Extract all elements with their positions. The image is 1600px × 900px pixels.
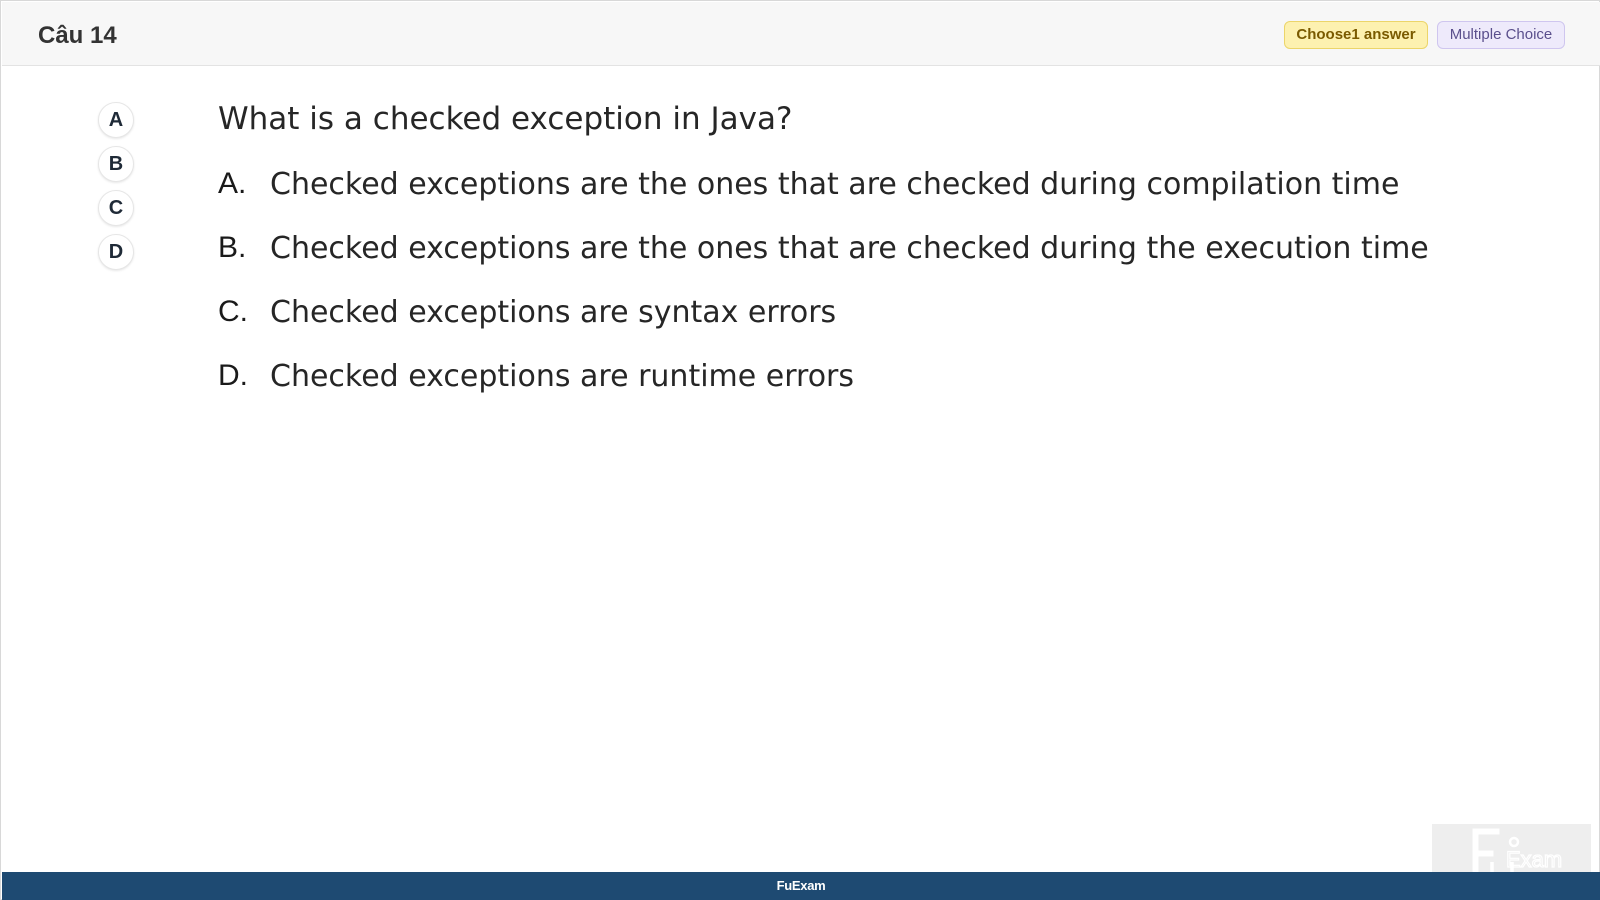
answer-text: Checked exceptions are runtime errors [270,359,855,394]
app-footer-bar [2,872,1600,900]
svg-text:Exam: Exam [1506,847,1563,872]
answer-text: Checked exceptions are the ones that are checked during compilation time [270,167,1400,202]
question-type-badge: Multiple Choice [1437,21,1565,49]
answer-select-d-button[interactable]: D [98,234,134,270]
answer-select-a-button[interactable]: A [98,102,134,138]
answer-letter: D. [218,359,248,392]
answer-selector-list [98,102,134,278]
answer-select-b-button[interactable]: B [98,146,134,182]
answer-letter: C. [218,295,248,328]
question-header [2,2,1600,66]
choose-count-badge: Choose1 answer [1284,21,1428,49]
answer-text: Checked exceptions are the ones that are checked during the execution time [270,231,1429,266]
footer-brand-label: FuExam [776,878,826,893]
answer-text: Checked exceptions are syntax errors [270,295,837,330]
answer-select-c-button[interactable]: C [98,190,134,226]
answer-letter: B. [218,231,247,264]
question-text: What is a checked exception in Java? [218,101,793,137]
question-number-title: Câu 14 [38,22,117,49]
answer-letter: A. [218,167,247,200]
